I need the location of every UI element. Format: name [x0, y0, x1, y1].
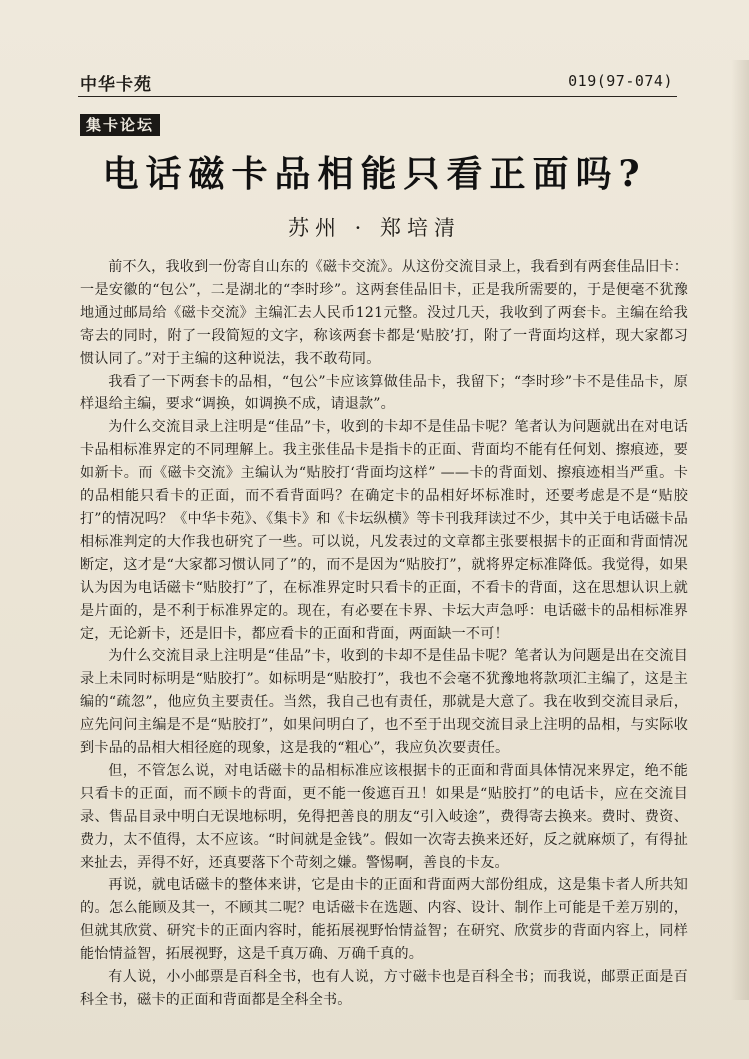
issue-code: 019(97-074) [568, 72, 673, 90]
paragraph: 为什么交流目录上注明是“佳品”卡，收到的卡却不是佳品卡呢？笔者认为问题是出在交流目录上未同时标明是“贴胶打”。如标明是“贴胶打”，我也不会毫不犹豫地将款项汇主编了，这是主编的“疏忽”，他应负主要责任。当然，我自己也有责任，那就是大意了。我在收到交流目录后，应先问问主编是不是“贴胶打”，如果问明白了，也不至于出现交流目录上注明的品相，与实际收到卡品的品相大相径庭的现象，这是我的“粗心”，我应负次要责任。 [80, 648, 688, 757]
article-body [80, 256, 688, 1012]
paragraph: 但，不管怎么说，对电话磁卡的品相标准应该根据卡的正面和背面具体情况来界定，绝不能只看卡的正面，而不顾卡的背面，更不能一俊遮百丑！如果是“贴胶打”的电话卡，应在交流目录、售品目录中明白无误地标明，免得把善良的朋友“引入岐途”，费得寄去换来。费时、费资、费力，太不值得，太不应该。“时间就是金钱”。假如一次寄去换来还好，反之就麻烦了，有得扯来扯去，弄得不好，还真要落下个苛刻之嫌。警惕啊，善良的卡友。 [80, 762, 688, 871]
column-tag: 集卡论坛 [80, 114, 160, 136]
paragraph: 为什么交流目录上注明是“佳品”卡，收到的卡却不是佳品卡呢？笔者认为问题就出在对电话卡品相标准界定的不同理解上。我主张佳品卡是指卡的正面、背面均不能有任何划、擦痕迹，要如新卡。而《磁卡交流》主编认为“贴胶打‘背面均这样” ——卡的背面划、擦痕迹相当严重。卡的品相能只看卡的正面，而不看背面吗？在确定卡的品相好坏标准时，还要考虑是不是“贴胶打”的情况吗？《中华卡苑》、《集卡》和《卡坛纵横》等卡刊我拜读过不少，其中关于电话磁卡品相标准判定的大作我也研究了一些。可以说，凡发表过的文章都主张要根据卡的正面和背面情况断定，这才是“大家都习惯认同了”的，而不是因为“贴胶打”，就将界定标准降低。我觉得，如果认为因为电话磁卡“贴胶打”了，在标准界定时只看卡的正面，不看卡的背面，这在思想认识上就是片面的，是不利于标准界定的。现在，有必要在卡界、卡坛大声急呼：电话磁卡的品相标准界定，无论新卡，还是旧卡，都应看卡的正面和背面，两面缺一不可！ [80, 419, 688, 642]
paragraph: 有人说，小小邮票是百科全书，也有人说，方寸磁卡也是百科全书；而我说，邮票正面是百科全书，磁卡的正面和背面都是全科全书。 [80, 969, 688, 1008]
magazine-name: 中华卡苑 [80, 75, 152, 95]
author-byline: 苏州 · 郑培清 [287, 216, 462, 240]
paragraph: 我看了一下两套卡的品相，“包公”卡应该算做佳品卡，我留下；“李时珍”卡不是佳品卡，原样退给主编，要求“调换，如调换不成，请退款”。 [80, 373, 688, 413]
page-edge-shadow [731, 60, 749, 1000]
paragraph: 前不久，我收到一份寄自山东的《磁卡交流》。从这份交流目录上，我看到有两套佳品旧卡：一是安徽的“包公”，二是湖北的“李时珍”。这两套佳品旧卡，正是我所需要的，于是便毫不犹豫地通过邮局给《磁卡交流》主编汇去人民币121元整。没过几天，我收到了两套卡。主编在给我寄去的同时，附了一段简短的文字，称该两套卡都是‘贴胶’打，附了一背面均这样，现大家都习惯认同了。”对于主编的这种说法，我不敢苟同。 [80, 259, 688, 367]
page-header [78, 66, 677, 97]
article-title: 电话磁卡品相能只看正面吗? [102, 153, 647, 195]
paragraph: 再说，就电话磁卡的整体来讲，它是由卡的正面和背面两大部份组成，这是集卡者人所共知的。怎么能顾及其一，不顾其二呢？电话磁卡在选题、内容、设计、制作上可能是千差万别的，但就其欣赏、研究卡的正面内容时，能拓展视野怡情益智；在研究、欣赏步的背面内容上，同样能怡情益智，拓展视野，这是千真万确、万确千真的。 [80, 877, 688, 963]
